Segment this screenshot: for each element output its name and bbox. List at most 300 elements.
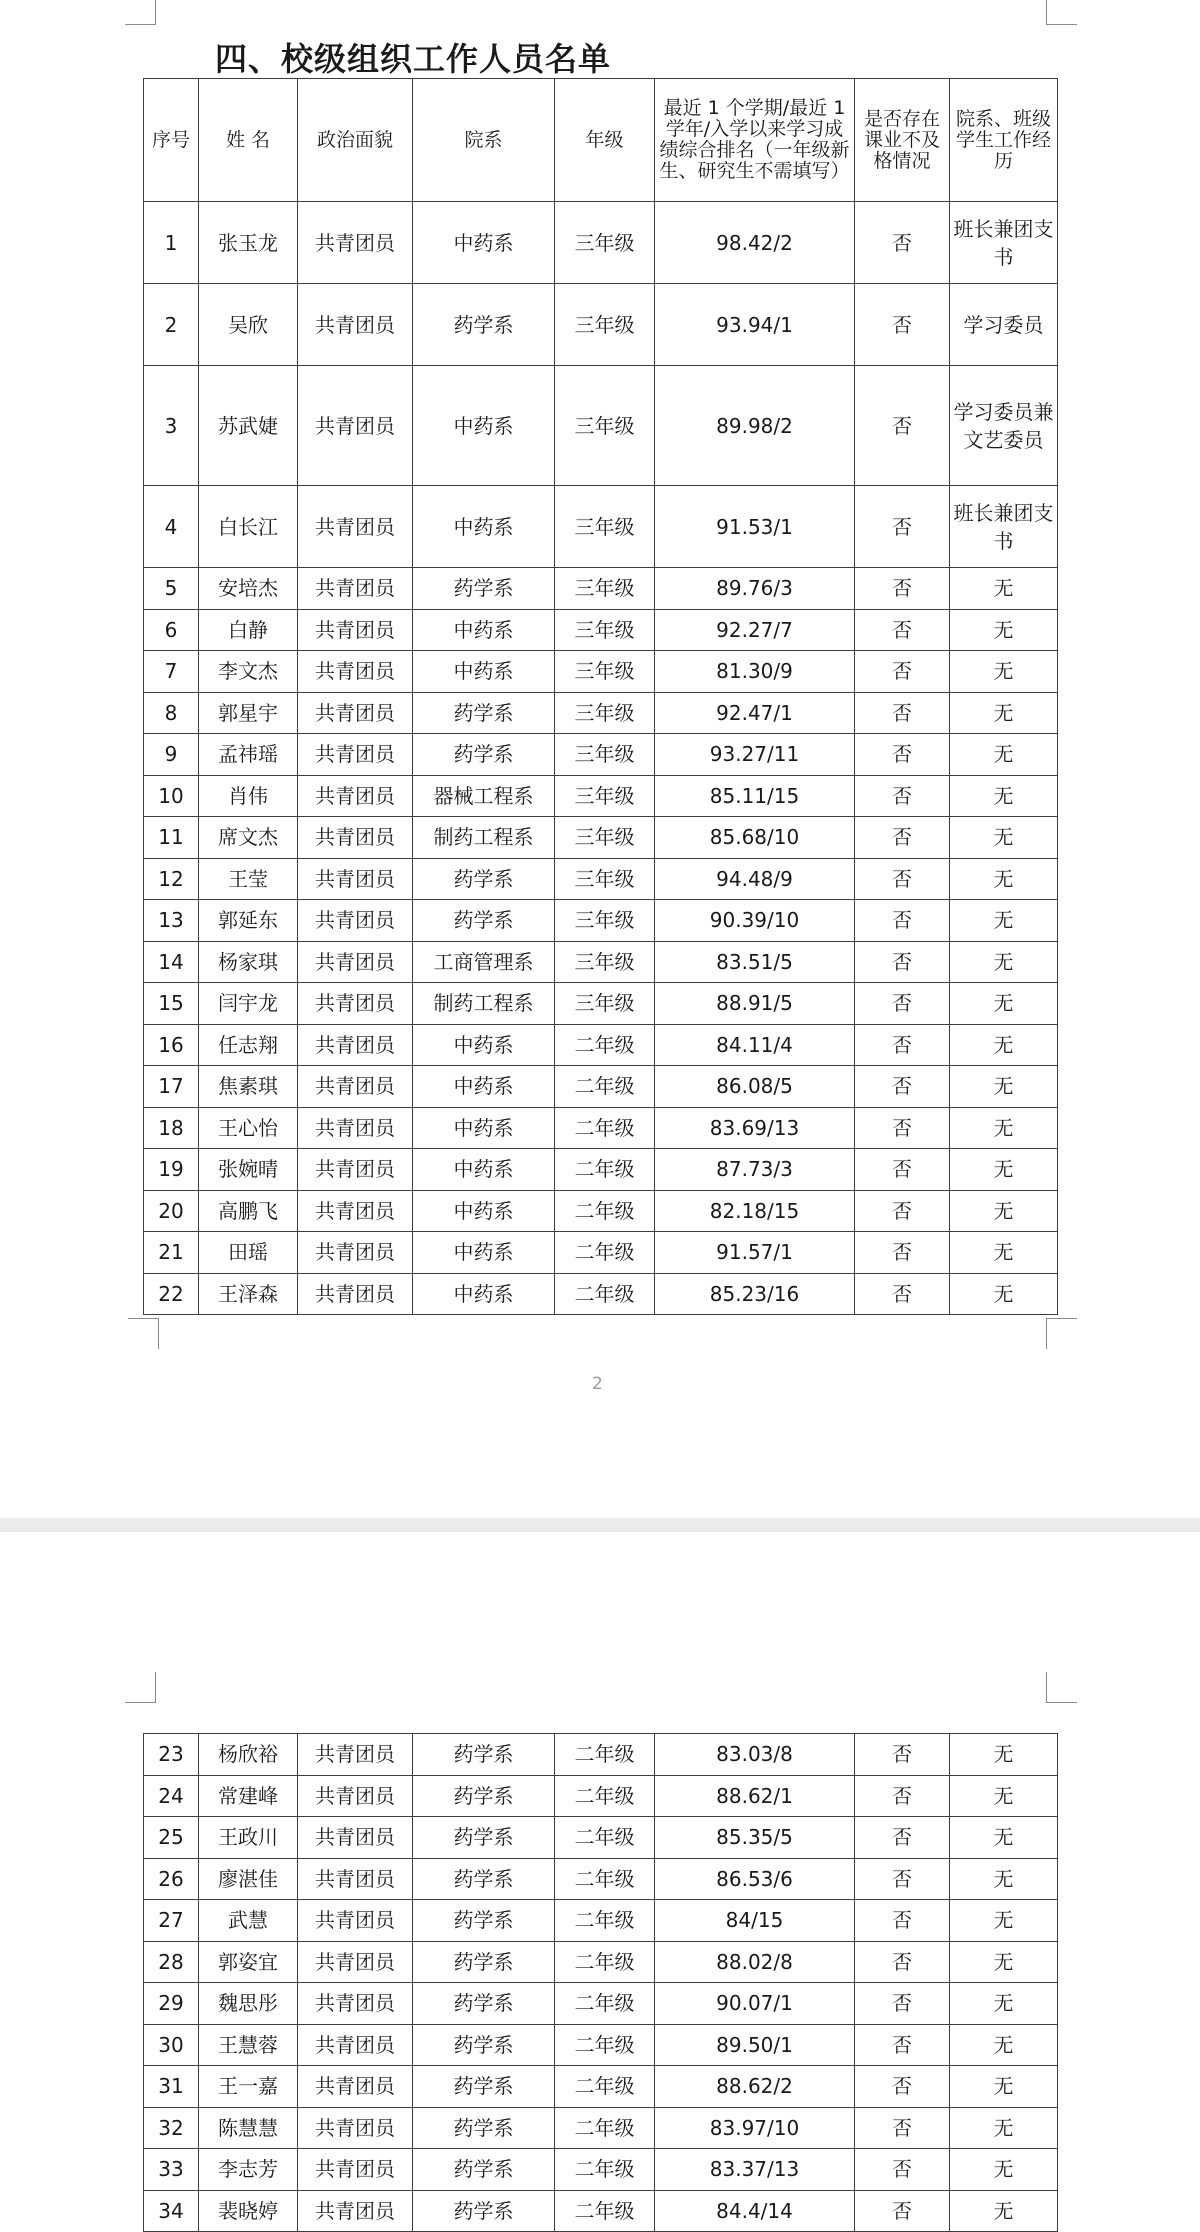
cell-no: 18 bbox=[144, 1107, 199, 1149]
cell-no: 9 bbox=[144, 734, 199, 776]
cell-politics: 共青团员 bbox=[298, 1734, 413, 1776]
cell-grade: 二年级 bbox=[555, 2107, 655, 2149]
table-row bbox=[144, 2066, 1058, 2108]
cell-name: 王泽森 bbox=[199, 1273, 298, 1315]
cell-politics: 共青团员 bbox=[298, 2149, 413, 2191]
cell-no: 11 bbox=[144, 817, 199, 859]
cell-dept: 药学系 bbox=[413, 1775, 555, 1817]
cell-grade: 三年级 bbox=[555, 858, 655, 900]
crop-mark-top-left bbox=[125, 1672, 156, 1703]
cell-fail: 否 bbox=[855, 734, 950, 776]
cell-grade: 三年级 bbox=[555, 900, 655, 942]
cell-no: 22 bbox=[144, 1273, 199, 1315]
page-number: 2 bbox=[592, 1374, 603, 1394]
cell-fail: 否 bbox=[855, 609, 950, 651]
cell-dept: 药学系 bbox=[413, 2066, 555, 2108]
cell-fail: 否 bbox=[855, 941, 950, 983]
cell-no: 20 bbox=[144, 1190, 199, 1232]
cell-fail: 否 bbox=[855, 1190, 950, 1232]
cell-politics: 共青团员 bbox=[298, 1858, 413, 1900]
header-rank: 最近 1 个学期/最近 1 学年/入学以来学习成绩综合排名（一年级新生、研究生不需填写） bbox=[655, 79, 855, 202]
table-row bbox=[144, 486, 1058, 568]
cell-name: 安培杰 bbox=[199, 568, 298, 610]
header-dept: 院系 bbox=[413, 79, 555, 202]
cell-no: 17 bbox=[144, 1066, 199, 1108]
cell-politics: 共青团员 bbox=[298, 2107, 413, 2149]
cell-grade: 二年级 bbox=[555, 2066, 655, 2108]
cell-politics: 共青团员 bbox=[298, 284, 413, 366]
cell-grade: 二年级 bbox=[555, 2149, 655, 2191]
cell-grade: 三年级 bbox=[555, 817, 655, 859]
cell-fail: 否 bbox=[855, 1817, 950, 1859]
cell-no: 2 bbox=[144, 284, 199, 366]
cell-rank: 86.53/6 bbox=[655, 1858, 855, 1900]
cell-name: 张玉龙 bbox=[199, 202, 298, 284]
page-gap bbox=[0, 1518, 1200, 1532]
cell-no: 6 bbox=[144, 609, 199, 651]
cell-experience: 无 bbox=[950, 609, 1058, 651]
cell-grade: 二年级 bbox=[555, 2024, 655, 2066]
cell-rank: 90.39/10 bbox=[655, 900, 855, 942]
cell-dept: 中药系 bbox=[413, 1066, 555, 1108]
cell-fail: 否 bbox=[855, 1149, 950, 1191]
table-row bbox=[144, 941, 1058, 983]
cell-experience: 无 bbox=[950, 1149, 1058, 1191]
cell-dept: 中药系 bbox=[413, 609, 555, 651]
header-grade: 年级 bbox=[555, 79, 655, 202]
cell-dept: 药学系 bbox=[413, 2190, 555, 2232]
cell-experience: 无 bbox=[950, 1232, 1058, 1274]
cell-politics: 共青团员 bbox=[298, 1775, 413, 1817]
cell-no: 7 bbox=[144, 651, 199, 693]
cell-grade: 三年级 bbox=[555, 692, 655, 734]
table-row bbox=[144, 1983, 1058, 2025]
cell-dept: 制药工程系 bbox=[413, 983, 555, 1025]
cell-politics: 共青团员 bbox=[298, 692, 413, 734]
cell-rank: 88.91/5 bbox=[655, 983, 855, 1025]
cell-name: 杨家琪 bbox=[199, 941, 298, 983]
cell-fail: 否 bbox=[855, 1734, 950, 1776]
cell-rank: 88.02/8 bbox=[655, 1941, 855, 1983]
cell-politics: 共青团员 bbox=[298, 2066, 413, 2108]
header-no: 序号 bbox=[144, 79, 199, 202]
cell-name: 郭姿宜 bbox=[199, 1941, 298, 1983]
cell-name: 常建峰 bbox=[199, 1775, 298, 1817]
cell-no: 15 bbox=[144, 983, 199, 1025]
cell-politics: 共青团员 bbox=[298, 1024, 413, 1066]
cell-name: 王莹 bbox=[199, 858, 298, 900]
cell-no: 19 bbox=[144, 1149, 199, 1191]
cell-dept: 药学系 bbox=[413, 1900, 555, 1942]
cell-experience: 学习委员兼文艺委员 bbox=[950, 366, 1058, 486]
cell-rank: 85.35/5 bbox=[655, 1817, 855, 1859]
cell-rank: 87.73/3 bbox=[655, 1149, 855, 1191]
cell-experience: 无 bbox=[950, 2149, 1058, 2191]
cell-grade: 三年级 bbox=[555, 775, 655, 817]
cell-experience: 无 bbox=[950, 817, 1058, 859]
cell-grade: 二年级 bbox=[555, 2190, 655, 2232]
cell-politics: 共青团员 bbox=[298, 1066, 413, 1108]
cell-name: 王一嘉 bbox=[199, 2066, 298, 2108]
cell-no: 33 bbox=[144, 2149, 199, 2191]
cell-rank: 88.62/2 bbox=[655, 2066, 855, 2108]
cell-grade: 三年级 bbox=[555, 202, 655, 284]
cell-politics: 共青团员 bbox=[298, 1149, 413, 1191]
cell-rank: 98.42/2 bbox=[655, 202, 855, 284]
cell-fail: 否 bbox=[855, 983, 950, 1025]
cell-name: 吴欣 bbox=[199, 284, 298, 366]
cell-experience: 无 bbox=[950, 651, 1058, 693]
cell-dept: 中药系 bbox=[413, 202, 555, 284]
cell-grade: 二年级 bbox=[555, 1817, 655, 1859]
cell-experience: 无 bbox=[950, 1941, 1058, 1983]
cell-politics: 共青团员 bbox=[298, 1983, 413, 2025]
cell-no: 1 bbox=[144, 202, 199, 284]
cell-name: 李志芳 bbox=[199, 2149, 298, 2191]
cell-fail: 否 bbox=[855, 2107, 950, 2149]
cell-dept: 制药工程系 bbox=[413, 817, 555, 859]
table-row bbox=[144, 1900, 1058, 1942]
cell-rank: 94.48/9 bbox=[655, 858, 855, 900]
cell-name: 陈慧慧 bbox=[199, 2107, 298, 2149]
cell-no: 26 bbox=[144, 1858, 199, 1900]
crop-mark-top-right bbox=[1046, 1672, 1077, 1703]
cell-experience: 无 bbox=[950, 1734, 1058, 1776]
cell-rank: 83.97/10 bbox=[655, 2107, 855, 2149]
cell-grade: 三年级 bbox=[555, 284, 655, 366]
cell-rank: 89.76/3 bbox=[655, 568, 855, 610]
cell-dept: 药学系 bbox=[413, 900, 555, 942]
cell-grade: 二年级 bbox=[555, 1775, 655, 1817]
cell-fail: 否 bbox=[855, 1232, 950, 1274]
cell-no: 14 bbox=[144, 941, 199, 983]
cell-rank: 90.07/1 bbox=[655, 1983, 855, 2025]
cell-grade: 二年级 bbox=[555, 1858, 655, 1900]
table-row bbox=[144, 651, 1058, 693]
table-row bbox=[144, 568, 1058, 610]
cell-experience: 无 bbox=[950, 2107, 1058, 2149]
cell-name: 郭星宇 bbox=[199, 692, 298, 734]
cell-fail: 否 bbox=[855, 1775, 950, 1817]
cell-experience: 无 bbox=[950, 1858, 1058, 1900]
cell-no: 16 bbox=[144, 1024, 199, 1066]
cell-politics: 共青团员 bbox=[298, 983, 413, 1025]
cell-experience: 无 bbox=[950, 1900, 1058, 1942]
cell-no: 21 bbox=[144, 1232, 199, 1274]
cell-politics: 共青团员 bbox=[298, 486, 413, 568]
cell-experience: 无 bbox=[950, 2066, 1058, 2108]
cell-politics: 共青团员 bbox=[298, 775, 413, 817]
cell-politics: 共青团员 bbox=[298, 858, 413, 900]
cell-experience: 无 bbox=[950, 1024, 1058, 1066]
cell-no: 12 bbox=[144, 858, 199, 900]
cell-fail: 否 bbox=[855, 2024, 950, 2066]
table-row bbox=[144, 1858, 1058, 1900]
cell-grade: 二年级 bbox=[555, 1107, 655, 1149]
table-row bbox=[144, 692, 1058, 734]
cell-dept: 中药系 bbox=[413, 1107, 555, 1149]
table-row bbox=[144, 775, 1058, 817]
crop-mark-top-right bbox=[1046, 0, 1077, 25]
table-row bbox=[144, 366, 1058, 486]
cell-no: 31 bbox=[144, 2066, 199, 2108]
table-row bbox=[144, 1734, 1058, 1776]
table-row bbox=[144, 1232, 1058, 1274]
table-row bbox=[144, 900, 1058, 942]
cell-fail: 否 bbox=[855, 1941, 950, 1983]
cell-dept: 中药系 bbox=[413, 1273, 555, 1315]
cell-experience: 无 bbox=[950, 1983, 1058, 2025]
cell-grade: 二年级 bbox=[555, 1941, 655, 1983]
cell-name: 王政川 bbox=[199, 1817, 298, 1859]
cell-grade: 三年级 bbox=[555, 941, 655, 983]
cell-rank: 83.69/13 bbox=[655, 1107, 855, 1149]
cell-politics: 共青团员 bbox=[298, 900, 413, 942]
cell-grade: 三年级 bbox=[555, 734, 655, 776]
cell-no: 13 bbox=[144, 900, 199, 942]
cell-no: 5 bbox=[144, 568, 199, 610]
cell-fail: 否 bbox=[855, 202, 950, 284]
cell-rank: 83.51/5 bbox=[655, 941, 855, 983]
cell-no: 24 bbox=[144, 1775, 199, 1817]
cell-name: 张婉晴 bbox=[199, 1149, 298, 1191]
cell-fail: 否 bbox=[855, 1107, 950, 1149]
table-row bbox=[144, 609, 1058, 651]
cell-rank: 86.08/5 bbox=[655, 1066, 855, 1108]
cell-fail: 否 bbox=[855, 1273, 950, 1315]
cell-rank: 88.62/1 bbox=[655, 1775, 855, 1817]
cell-dept: 药学系 bbox=[413, 858, 555, 900]
cell-politics: 共青团员 bbox=[298, 366, 413, 486]
cell-experience: 无 bbox=[950, 2024, 1058, 2066]
cell-no: 23 bbox=[144, 1734, 199, 1776]
cell-dept: 药学系 bbox=[413, 2024, 555, 2066]
cell-no: 4 bbox=[144, 486, 199, 568]
cell-experience: 无 bbox=[950, 568, 1058, 610]
cell-dept: 药学系 bbox=[413, 692, 555, 734]
crop-mark-top-left bbox=[125, 0, 156, 25]
cell-no: 30 bbox=[144, 2024, 199, 2066]
cell-rank: 93.94/1 bbox=[655, 284, 855, 366]
cell-fail: 否 bbox=[855, 1900, 950, 1942]
cell-politics: 共青团员 bbox=[298, 609, 413, 651]
cell-dept: 药学系 bbox=[413, 1817, 555, 1859]
cell-fail: 否 bbox=[855, 366, 950, 486]
cell-rank: 93.27/11 bbox=[655, 734, 855, 776]
cell-name: 裴晓婷 bbox=[199, 2190, 298, 2232]
cell-experience: 无 bbox=[950, 1066, 1058, 1108]
cell-experience: 无 bbox=[950, 734, 1058, 776]
cell-dept: 药学系 bbox=[413, 568, 555, 610]
cell-grade: 二年级 bbox=[555, 1232, 655, 1274]
cell-no: 34 bbox=[144, 2190, 199, 2232]
cell-politics: 共青团员 bbox=[298, 817, 413, 859]
cell-dept: 药学系 bbox=[413, 2149, 555, 2191]
table-row bbox=[144, 1107, 1058, 1149]
cell-grade: 三年级 bbox=[555, 609, 655, 651]
cell-grade: 三年级 bbox=[555, 486, 655, 568]
cell-rank: 85.23/16 bbox=[655, 1273, 855, 1315]
cell-dept: 中药系 bbox=[413, 366, 555, 486]
cell-politics: 共青团员 bbox=[298, 651, 413, 693]
cell-rank: 89.50/1 bbox=[655, 2024, 855, 2066]
table-row bbox=[144, 2107, 1058, 2149]
cell-fail: 否 bbox=[855, 775, 950, 817]
cell-grade: 二年级 bbox=[555, 1149, 655, 1191]
cell-experience: 班长兼团支书 bbox=[950, 486, 1058, 568]
cell-dept: 药学系 bbox=[413, 284, 555, 366]
staff-table-page-2 bbox=[143, 1733, 1058, 2232]
table-row bbox=[144, 1817, 1058, 1859]
cell-experience: 无 bbox=[950, 775, 1058, 817]
cell-dept: 药学系 bbox=[413, 1734, 555, 1776]
cell-fail: 否 bbox=[855, 1024, 950, 1066]
cell-experience: 无 bbox=[950, 1775, 1058, 1817]
cell-grade: 二年级 bbox=[555, 1273, 655, 1315]
cell-name: 郭延东 bbox=[199, 900, 298, 942]
page-title: 四、校级组织工作人员名单 bbox=[215, 40, 612, 78]
cell-experience: 无 bbox=[950, 900, 1058, 942]
cell-grade: 三年级 bbox=[555, 366, 655, 486]
cell-experience: 无 bbox=[950, 941, 1058, 983]
header-experience: 院系、班级学生工作经历 bbox=[950, 79, 1058, 202]
table-row bbox=[144, 2024, 1058, 2066]
cell-name: 白静 bbox=[199, 609, 298, 651]
cell-experience: 无 bbox=[950, 983, 1058, 1025]
table-row bbox=[144, 284, 1058, 366]
cell-name: 席文杰 bbox=[199, 817, 298, 859]
table-row bbox=[144, 1273, 1058, 1315]
cell-fail: 否 bbox=[855, 1066, 950, 1108]
cell-rank: 83.37/13 bbox=[655, 2149, 855, 2191]
cell-no: 29 bbox=[144, 1983, 199, 2025]
cell-no: 27 bbox=[144, 1900, 199, 1942]
cell-grade: 二年级 bbox=[555, 1024, 655, 1066]
cell-rank: 85.11/15 bbox=[655, 775, 855, 817]
cell-experience: 无 bbox=[950, 1107, 1058, 1149]
staff-table-page-1 bbox=[143, 78, 1058, 1315]
cell-name: 白长江 bbox=[199, 486, 298, 568]
cell-no: 28 bbox=[144, 1941, 199, 1983]
cell-fail: 否 bbox=[855, 2149, 950, 2191]
cell-no: 32 bbox=[144, 2107, 199, 2149]
cell-name: 田瑶 bbox=[199, 1232, 298, 1274]
cell-fail: 否 bbox=[855, 1858, 950, 1900]
table-row bbox=[144, 734, 1058, 776]
cell-name: 肖伟 bbox=[199, 775, 298, 817]
cell-rank: 82.18/15 bbox=[655, 1190, 855, 1232]
cell-politics: 共青团员 bbox=[298, 2190, 413, 2232]
table-row bbox=[144, 2149, 1058, 2191]
cell-fail: 否 bbox=[855, 2190, 950, 2232]
cell-dept: 药学系 bbox=[413, 734, 555, 776]
table-row bbox=[144, 1149, 1058, 1191]
table-row bbox=[144, 1941, 1058, 1983]
cell-grade: 二年级 bbox=[555, 1190, 655, 1232]
table-row bbox=[144, 1775, 1058, 1817]
cell-politics: 共青团员 bbox=[298, 1900, 413, 1942]
cell-politics: 共青团员 bbox=[298, 734, 413, 776]
cell-no: 8 bbox=[144, 692, 199, 734]
cell-name: 苏武婕 bbox=[199, 366, 298, 486]
cell-rank: 92.27/7 bbox=[655, 609, 855, 651]
cell-dept: 中药系 bbox=[413, 1149, 555, 1191]
cell-politics: 共青团员 bbox=[298, 941, 413, 983]
crop-mark-bottom-left bbox=[128, 1318, 159, 1349]
cell-fail: 否 bbox=[855, 858, 950, 900]
cell-name: 孟祎瑶 bbox=[199, 734, 298, 776]
cell-politics: 共青团员 bbox=[298, 1941, 413, 1983]
cell-name: 王心怡 bbox=[199, 1107, 298, 1149]
cell-name: 杨欣裕 bbox=[199, 1734, 298, 1776]
cell-fail: 否 bbox=[855, 568, 950, 610]
cell-experience: 班长兼团支书 bbox=[950, 202, 1058, 284]
table-header-row bbox=[144, 79, 1058, 202]
cell-grade: 二年级 bbox=[555, 1983, 655, 2025]
cell-dept: 药学系 bbox=[413, 1941, 555, 1983]
cell-rank: 85.68/10 bbox=[655, 817, 855, 859]
cell-name: 王慧蓉 bbox=[199, 2024, 298, 2066]
cell-rank: 83.03/8 bbox=[655, 1734, 855, 1776]
cell-fail: 否 bbox=[855, 1983, 950, 2025]
cell-dept: 器械工程系 bbox=[413, 775, 555, 817]
cell-dept: 中药系 bbox=[413, 1024, 555, 1066]
cell-fail: 否 bbox=[855, 817, 950, 859]
cell-grade: 二年级 bbox=[555, 1066, 655, 1108]
cell-politics: 共青团员 bbox=[298, 1232, 413, 1274]
cell-name: 武慧 bbox=[199, 1900, 298, 1942]
cell-politics: 共青团员 bbox=[298, 1190, 413, 1232]
cell-rank: 91.57/1 bbox=[655, 1232, 855, 1274]
cell-politics: 共青团员 bbox=[298, 568, 413, 610]
cell-rank: 81.30/9 bbox=[655, 651, 855, 693]
cell-experience: 学习委员 bbox=[950, 284, 1058, 366]
cell-rank: 92.47/1 bbox=[655, 692, 855, 734]
cell-name: 李文杰 bbox=[199, 651, 298, 693]
cell-fail: 否 bbox=[855, 2066, 950, 2108]
table-row bbox=[144, 1024, 1058, 1066]
cell-no: 3 bbox=[144, 366, 199, 486]
cell-experience: 无 bbox=[950, 692, 1058, 734]
cell-no: 10 bbox=[144, 775, 199, 817]
cell-grade: 二年级 bbox=[555, 1734, 655, 1776]
table-row bbox=[144, 1066, 1058, 1108]
cell-name: 高鹏飞 bbox=[199, 1190, 298, 1232]
table-row bbox=[144, 858, 1058, 900]
cell-dept: 药学系 bbox=[413, 1858, 555, 1900]
cell-name: 任志翔 bbox=[199, 1024, 298, 1066]
cell-no: 25 bbox=[144, 1817, 199, 1859]
cell-grade: 三年级 bbox=[555, 651, 655, 693]
cell-dept: 中药系 bbox=[413, 486, 555, 568]
crop-mark-bottom-right bbox=[1046, 1318, 1077, 1349]
cell-name: 魏思彤 bbox=[199, 1983, 298, 2025]
table-row bbox=[144, 202, 1058, 284]
cell-name: 焦素琪 bbox=[199, 1066, 298, 1108]
cell-experience: 无 bbox=[950, 1817, 1058, 1859]
cell-rank: 84/15 bbox=[655, 1900, 855, 1942]
cell-politics: 共青团员 bbox=[298, 202, 413, 284]
cell-dept: 药学系 bbox=[413, 1983, 555, 2025]
cell-dept: 工商管理系 bbox=[413, 941, 555, 983]
cell-fail: 否 bbox=[855, 284, 950, 366]
cell-grade: 三年级 bbox=[555, 568, 655, 610]
cell-fail: 否 bbox=[855, 486, 950, 568]
cell-fail: 否 bbox=[855, 692, 950, 734]
table-row bbox=[144, 1190, 1058, 1232]
cell-grade: 三年级 bbox=[555, 983, 655, 1025]
cell-politics: 共青团员 bbox=[298, 1817, 413, 1859]
